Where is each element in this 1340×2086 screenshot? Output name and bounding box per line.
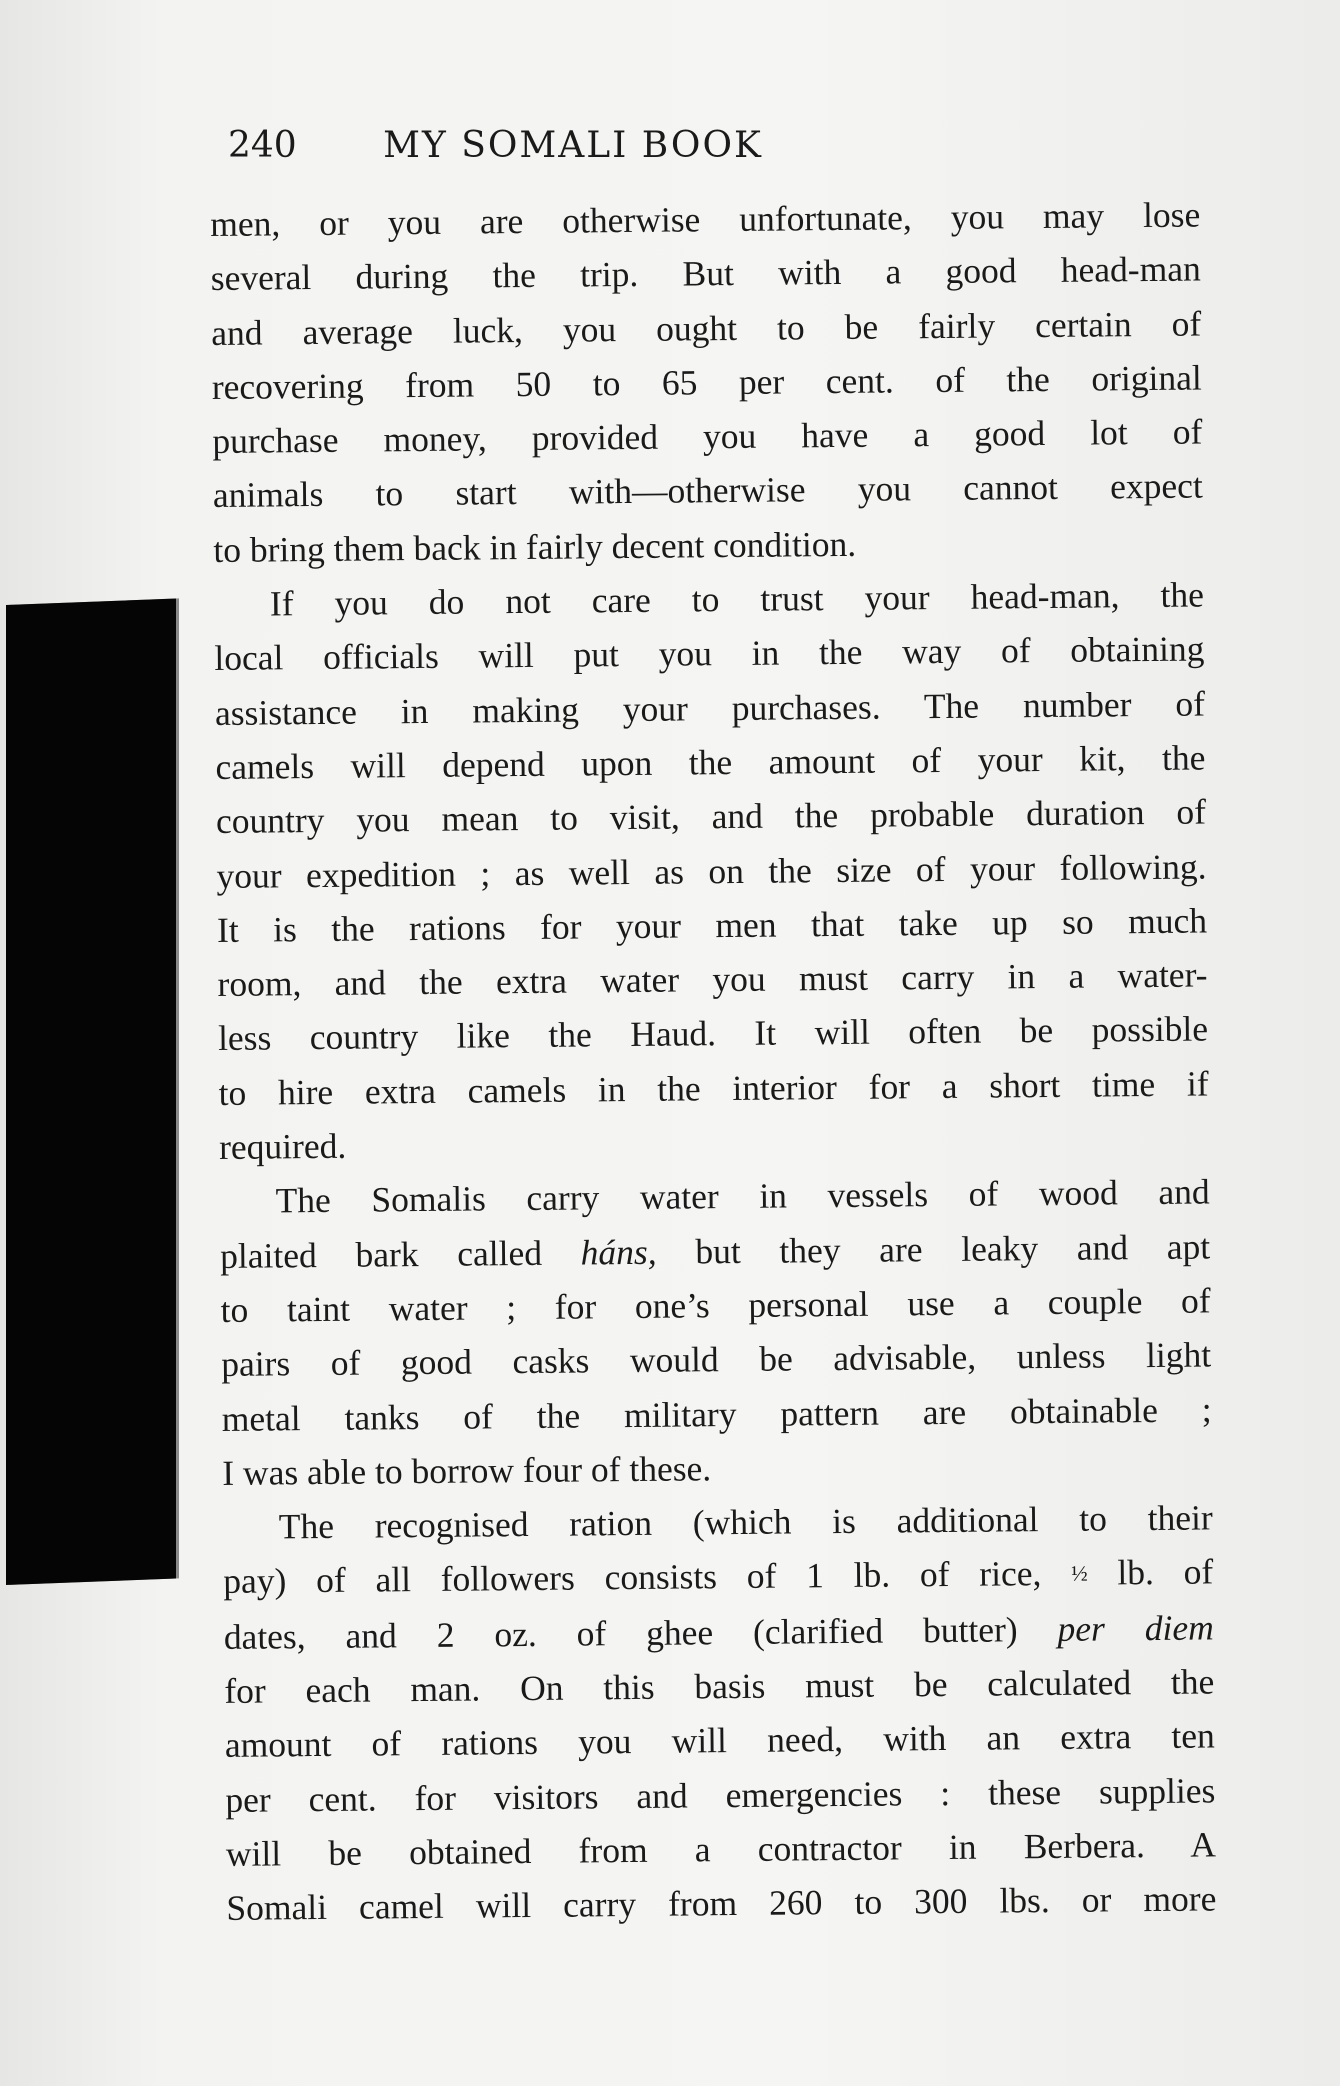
text-line: assistance in making your purchases. The number of — [214, 683, 1206, 733]
paragraph-4 — [223, 1491, 1217, 1936]
page-number: 240 — [228, 125, 297, 166]
paragraph-3 — [219, 1165, 1212, 1500]
text-line: If you do not care to trust your head-man, the — [269, 574, 1205, 624]
text-line: several during the trip. But with a good head-man — [210, 248, 1201, 299]
text-line: country you mean to visit, and the probable duration of — [215, 791, 1207, 842]
text-segment: plaited bark called — [219, 1232, 581, 1276]
text-line: animals to start with—otherwise you cannot expect — [212, 465, 1204, 516]
text-line: to taint water ; for one’s personal use a couple of — [220, 1280, 1211, 1330]
text-line: camels will depend upon the amount of your kit, the — [215, 737, 1206, 787]
text-line: for each man. On this basis must be calculated the — [224, 1661, 1215, 1711]
text-line: Somali camel will carry from 260 to 300 lbs. or more — [226, 1878, 1217, 1929]
running-title: MY SOMALI BOOK — [383, 125, 763, 166]
page-header — [228, 118, 918, 174]
text-line: amount of rations you will need, with an extra ten — [224, 1715, 1216, 1766]
italic-term: per diem — [1057, 1607, 1214, 1649]
text-line: room, and the extra water you must carry in a water- — [217, 954, 1208, 1005]
text-line: less country like the Haud. It will often be possible — [217, 1008, 1209, 1059]
text-line: to bring them back in fairly decent condition. — [213, 523, 857, 570]
text-line: men, or you are otherwise unfortunate, you may lose — [210, 194, 1201, 244]
text-line: The recognised ration (which is additional to their — [278, 1497, 1213, 1547]
text-line: local officials will put you in the way of obtaining — [214, 628, 1205, 679]
paragraph-2 — [214, 568, 1210, 1175]
text-line — [220, 1219, 1210, 1283]
text-line: and average luck, you ought to be fairly certain of — [211, 303, 1202, 353]
text-line: to hire extra camels in the interior for a short time if — [218, 1063, 1209, 1113]
fraction: ½ — [1071, 1561, 1088, 1587]
text-line: required. — [218, 1125, 347, 1168]
text-line: will be obtained from a contractor in Berbera. A — [225, 1824, 1217, 1874]
italic-term: háns, — [580, 1231, 657, 1273]
text-segment: lb. of — [1087, 1551, 1214, 1594]
text-line: metal tanks of the military pattern are obtainable ; — [221, 1388, 1212, 1439]
text-line — [224, 1600, 1214, 1664]
paragraph-1 — [210, 187, 1204, 577]
text-line — [223, 1545, 1213, 1610]
text-line: recovering from 50 to 65 per cent. of the original — [211, 357, 1202, 407]
text-line: The Somalis carry water in vessels of wood and — [275, 1171, 1210, 1221]
text-segment: but they are leaky and apt — [656, 1226, 1211, 1272]
text-line: your expedition ; as well as on the size of your following. — [216, 846, 1207, 896]
text-segment: pay) of all followers consists of 1 lb. of rice, — [223, 1553, 1072, 1602]
text-line: I was able to borrow four of these. — [222, 1448, 712, 1493]
text-line: per cent. for visitors and emergencies : these supplies — [225, 1770, 1216, 1820]
text-line: It is the rations for your men that take up so much — [216, 900, 1208, 950]
text-line: purchase money, provided you have a good lot of — [212, 411, 1203, 462]
black-marker-strip — [6, 598, 176, 1585]
body-text — [210, 187, 1217, 1935]
text-segment: dates, and 2 oz. of ghee (clarified butter) — [223, 1608, 1058, 1657]
text-line: pairs of good casks would be advisable, unless light — [221, 1334, 1212, 1385]
